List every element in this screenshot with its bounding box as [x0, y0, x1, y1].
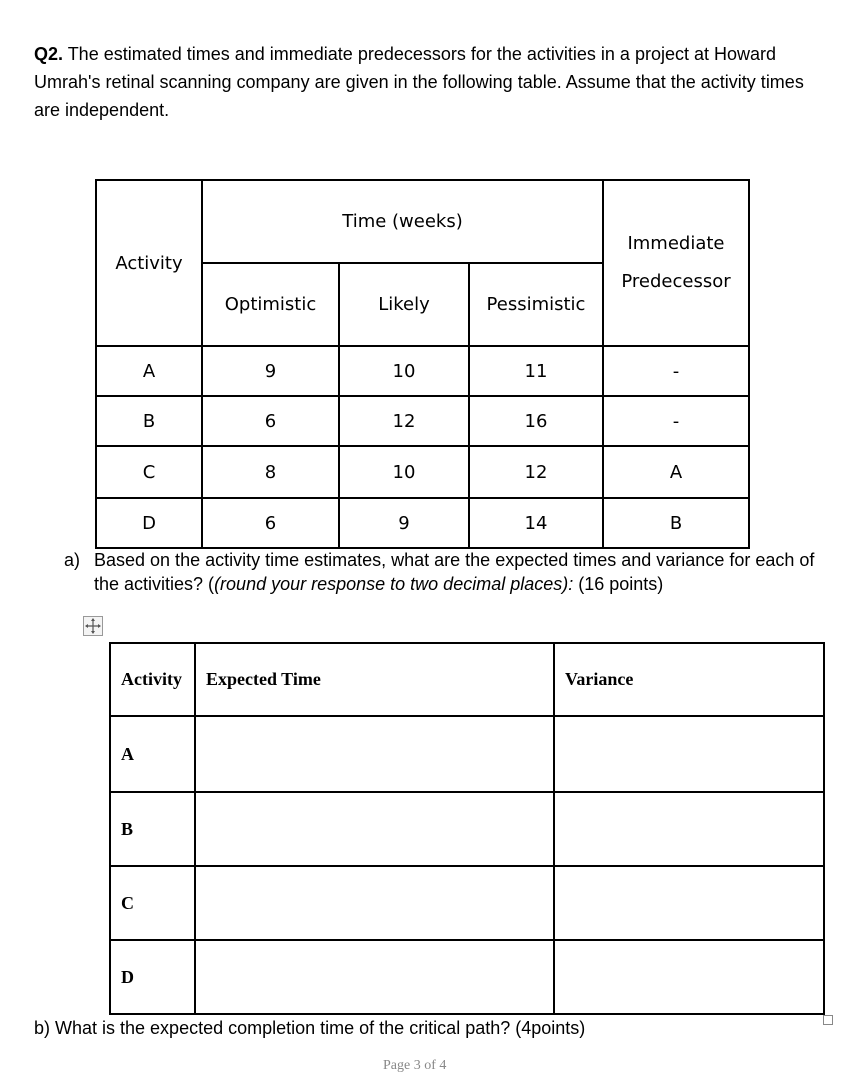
predecessor-header-line2: Predecessor [621, 271, 731, 292]
part-a-question [64, 548, 834, 596]
pessimistic-header: Pessimistic [469, 263, 603, 346]
part-a-rounding-note: (round your response to two decimal places): [214, 574, 574, 594]
table-row [96, 346, 749, 396]
activity-cell: C [96, 446, 202, 498]
optimistic-cell: 9 [202, 346, 339, 396]
optimistic-cell: 6 [202, 396, 339, 446]
optimistic-cell: 6 [202, 498, 339, 548]
likely-cell: 10 [339, 346, 469, 396]
pessimistic-cell: 16 [469, 396, 603, 446]
question-label: Q2. [34, 44, 64, 64]
activity-cell: D [96, 498, 202, 548]
likely-header: Likely [339, 263, 469, 346]
optimistic-cell: 8 [202, 446, 339, 498]
pessimistic-cell: 12 [469, 446, 603, 498]
likely-cell: 9 [339, 498, 469, 548]
page-number: Page 3 of 4 [383, 1058, 447, 1073]
predecessor-header [603, 180, 749, 346]
answer-activity-cell: C [110, 866, 195, 940]
optimistic-header: Optimistic [202, 263, 339, 346]
part-a-text: Based on the activity time estimates, what are the expected times and variance for each of the activities? ( [94, 550, 815, 594]
answer-activity-cell: B [110, 792, 195, 866]
table-row [110, 792, 824, 866]
activity-cell: A [96, 346, 202, 396]
table-row [96, 446, 749, 498]
predecessor-header-line1: Immediate [627, 233, 725, 254]
question-text [34, 40, 834, 124]
likely-cell: 12 [339, 396, 469, 446]
answer-activity-cell: A [110, 716, 195, 792]
question-body: The estimated times and immediate predecessors for the activities in a project at Howard Umrah's retinal scanning company are given in the following table. Assume that the activity times are independent. [34, 44, 804, 120]
predecessor-cell: - [603, 396, 749, 446]
part-b-question: b) What is the expected completion time of the critical path? (4points) [34, 1018, 586, 1038]
variance-cell[interactable] [554, 716, 824, 792]
predecessor-cell: A [603, 446, 749, 498]
expected-time-cell[interactable] [195, 716, 554, 792]
table-row [110, 940, 824, 1014]
variance-cell[interactable] [554, 866, 824, 940]
table-resize-handle[interactable] [823, 1015, 833, 1025]
answer-activity-cell: D [110, 940, 195, 1014]
activity-cell: B [96, 396, 202, 446]
expected-time-cell[interactable] [195, 866, 554, 940]
activity-time-table [95, 179, 750, 549]
pessimistic-cell: 14 [469, 498, 603, 548]
time-weeks-header: Time (weeks) [202, 180, 603, 263]
answer-activity-header: Activity [110, 643, 195, 716]
table-row [110, 716, 824, 792]
variance-cell[interactable] [554, 792, 824, 866]
expected-time-header: Expected Time [195, 643, 554, 716]
part-a-points: (16 points) [573, 574, 664, 594]
likely-cell: 10 [339, 446, 469, 498]
activity-header: Activity [96, 180, 202, 346]
table-row [96, 498, 749, 548]
expected-time-cell[interactable] [195, 940, 554, 1014]
move-icon [84, 617, 102, 635]
table-row [96, 396, 749, 446]
variance-cell[interactable] [554, 940, 824, 1014]
variance-header: Variance [554, 643, 824, 716]
table-move-handle[interactable] [83, 616, 103, 636]
answer-table [109, 642, 825, 1015]
pessimistic-cell: 11 [469, 346, 603, 396]
predecessor-cell: B [603, 498, 749, 548]
part-a-label: a) [64, 550, 81, 570]
expected-time-cell[interactable] [195, 792, 554, 866]
predecessor-cell: - [603, 346, 749, 396]
table-row [110, 866, 824, 940]
